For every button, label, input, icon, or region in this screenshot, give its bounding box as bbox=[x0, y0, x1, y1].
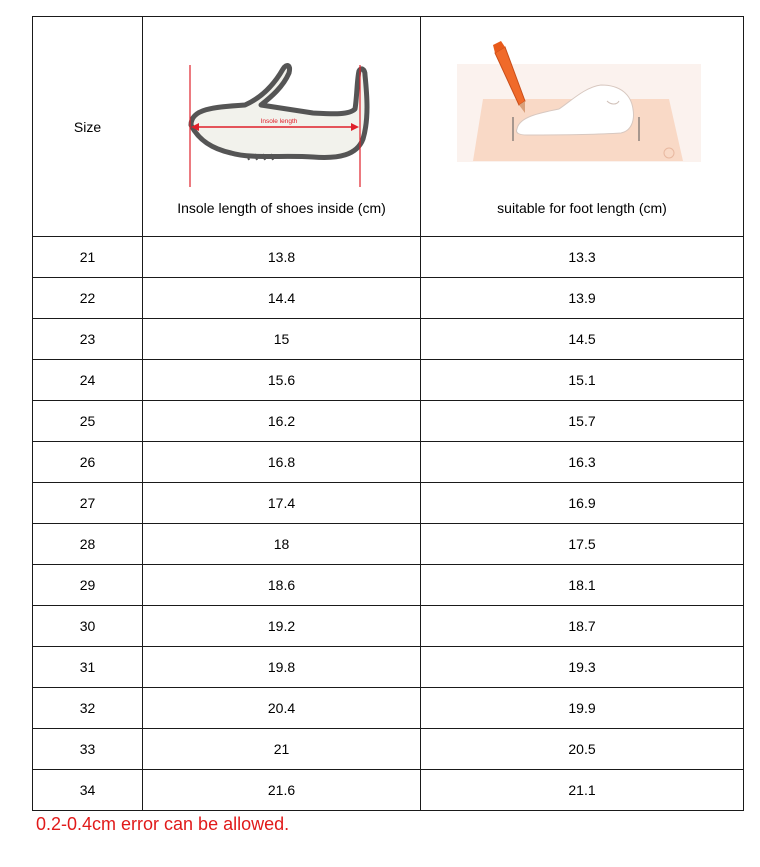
shoe-outline bbox=[191, 66, 367, 158]
size-cell: 31 bbox=[33, 647, 143, 688]
foot-length-cell: 13.3 bbox=[421, 237, 744, 278]
insole-length-cell: 21.6 bbox=[143, 770, 421, 811]
table-row bbox=[33, 606, 744, 647]
table-row bbox=[33, 483, 744, 524]
size-cell: 22 bbox=[33, 278, 143, 319]
foot-measure-icon bbox=[421, 17, 743, 187]
table-row bbox=[33, 278, 744, 319]
size-chart-table bbox=[32, 16, 744, 811]
foot-length-cell: 14.5 bbox=[421, 319, 744, 360]
foot-length-cell: 16.3 bbox=[421, 442, 744, 483]
insole-length-cell: 16.2 bbox=[143, 401, 421, 442]
table-row bbox=[33, 729, 744, 770]
size-cell: 28 bbox=[33, 524, 143, 565]
insole-length-cell: 19.8 bbox=[143, 647, 421, 688]
size-cell: 33 bbox=[33, 729, 143, 770]
table-header-row bbox=[33, 17, 744, 237]
header-foot-length bbox=[421, 17, 744, 237]
table-row bbox=[33, 442, 744, 483]
insole-length-cell: 17.4 bbox=[143, 483, 421, 524]
insole-length-cell: 14.4 bbox=[143, 278, 421, 319]
size-cell: 24 bbox=[33, 360, 143, 401]
table-row bbox=[33, 319, 744, 360]
insole-length-label: Insole length bbox=[260, 118, 298, 125]
foot-length-cell: 20.5 bbox=[421, 729, 744, 770]
insole-length-cell: 20.4 bbox=[143, 688, 421, 729]
insole-length-cell: 16.8 bbox=[143, 442, 421, 483]
shoe-insole-icon bbox=[143, 17, 420, 187]
size-cell: 21 bbox=[33, 237, 143, 278]
insole-length-cell: 15.6 bbox=[143, 360, 421, 401]
foot-length-cell: 18.1 bbox=[421, 565, 744, 606]
insole-length-cell: 15 bbox=[143, 319, 421, 360]
insole-length-cell: 13.8 bbox=[143, 237, 421, 278]
table-row bbox=[33, 524, 744, 565]
table-row bbox=[33, 688, 744, 729]
insole-caption: Insole length of shoes inside (cm) bbox=[177, 200, 386, 216]
foot-length-cell: 15.1 bbox=[421, 360, 744, 401]
foot-length-cell: 19.9 bbox=[421, 688, 744, 729]
foot-caption: suitable for foot length (cm) bbox=[497, 200, 667, 216]
insole-length-cell: 18.6 bbox=[143, 565, 421, 606]
foot-length-cell: 18.7 bbox=[421, 606, 744, 647]
size-cell: 32 bbox=[33, 688, 143, 729]
header-insole-length bbox=[143, 17, 421, 237]
table-row bbox=[33, 401, 744, 442]
size-cell: 34 bbox=[33, 770, 143, 811]
size-cell: 27 bbox=[33, 483, 143, 524]
header-size: Size bbox=[33, 17, 143, 237]
insole-length-cell: 18 bbox=[143, 524, 421, 565]
size-cell: 23 bbox=[33, 319, 143, 360]
size-cell: 29 bbox=[33, 565, 143, 606]
size-cell: 26 bbox=[33, 442, 143, 483]
size-cell: 25 bbox=[33, 401, 143, 442]
tolerance-note: 0.2-0.4cm error can be allowed. bbox=[36, 814, 290, 834]
table-row bbox=[33, 770, 744, 811]
foot-length-cell: 19.3 bbox=[421, 647, 744, 688]
table-row bbox=[33, 237, 744, 278]
foot-length-cell: 15.7 bbox=[421, 401, 744, 442]
foot-length-cell: 13.9 bbox=[421, 278, 744, 319]
insole-length-cell: 21 bbox=[143, 729, 421, 770]
table-row bbox=[33, 565, 744, 606]
foot-length-cell: 16.9 bbox=[421, 483, 744, 524]
foot-length-cell: 21.1 bbox=[421, 770, 744, 811]
table-row bbox=[33, 647, 744, 688]
insole-length-cell: 19.2 bbox=[143, 606, 421, 647]
size-cell: 30 bbox=[33, 606, 143, 647]
table-row bbox=[33, 360, 744, 401]
foot-length-cell: 17.5 bbox=[421, 524, 744, 565]
